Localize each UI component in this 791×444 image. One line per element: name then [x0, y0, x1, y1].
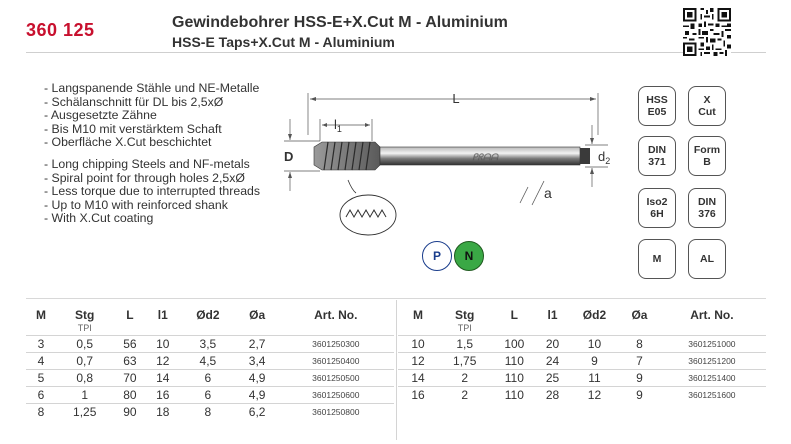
table-cell: 10 — [146, 335, 179, 352]
spec-form: Form B — [688, 136, 726, 176]
table-cell: 4,9 — [237, 369, 278, 386]
material-group-p-badge: P — [422, 241, 452, 271]
col-stg: Stg TPI — [455, 308, 475, 333]
table-cell: 6 — [179, 369, 236, 386]
table-cell: 14 — [398, 369, 438, 386]
table-cell: 16 — [146, 386, 179, 403]
table-cell: 7 — [621, 352, 658, 369]
table-row — [398, 335, 766, 352]
table-cell: 110 — [491, 352, 537, 369]
table-cell: 90 — [113, 403, 146, 420]
article-number-cell: 3601250300 — [278, 335, 394, 352]
dimension-l1-label: $l_1$ — [334, 117, 342, 134]
table-row — [398, 352, 766, 369]
table-cell: 9 — [621, 386, 658, 403]
table-cell: 5 — [26, 369, 56, 386]
tap-technical-drawing — [280, 85, 610, 245]
article-number-cell: 3601250400 — [278, 352, 394, 369]
table-cell: 1,75 — [438, 352, 491, 369]
table-cell: 16 — [398, 386, 438, 403]
feature-item: - Spiral point for through holes 2,5xØ — [44, 172, 260, 186]
table-cell: 2 — [438, 369, 491, 386]
dimension-d2-label: $d_2$ — [598, 149, 610, 166]
table-cell: 3,5 — [179, 335, 236, 352]
table-row — [398, 369, 766, 386]
feature-list-en — [44, 158, 260, 226]
angle-a-label: a — [544, 185, 552, 201]
table-cell: 3,4 — [237, 352, 278, 369]
product-code: 360 125 — [26, 20, 95, 40]
table-cell: 1 — [56, 386, 113, 403]
col-l1: l1 — [547, 308, 558, 322]
table-cell: 6,2 — [237, 403, 278, 420]
table-row — [26, 403, 394, 420]
dimension-l-label: L — [452, 91, 460, 106]
table-cell: 1,25 — [56, 403, 113, 420]
table-cell: 56 — [113, 335, 146, 352]
table-cell: 2,7 — [237, 335, 278, 352]
header-divider — [26, 52, 766, 53]
col-l: L — [510, 308, 518, 322]
table-cell: 9 — [621, 369, 658, 386]
col-m: M — [413, 308, 423, 322]
table-cell: 4 — [26, 352, 56, 369]
col-a: Øa — [631, 308, 648, 322]
table-header-row — [398, 305, 766, 335]
table-cell: 28 — [537, 386, 568, 403]
table-body — [26, 335, 394, 420]
spec-material: HSS E05 — [638, 86, 676, 126]
svg-text:ᑭᖇᗩᗩ: ᑭᖇᗩᗩ — [472, 152, 498, 162]
feature-item: - Schälanschnitt für DL bis 2,5xØ — [44, 96, 259, 110]
col-a: Øa — [249, 308, 266, 322]
table-column-separator — [396, 300, 397, 440]
spec-standard-371: DIN 371 — [638, 136, 676, 176]
qr-code-icon[interactable] — [683, 8, 731, 56]
table-cell: 8 — [621, 335, 658, 352]
table-divider — [26, 298, 766, 299]
spec-thread-type: M — [638, 239, 676, 279]
col-m: M — [36, 308, 46, 322]
table-cell: 20 — [537, 335, 568, 352]
table-cell: 70 — [113, 369, 146, 386]
col-l1: l1 — [157, 308, 168, 322]
col-d2: Ød2 — [582, 308, 607, 322]
article-number-cell: 3601250600 — [278, 386, 394, 403]
table-cell: 63 — [113, 352, 146, 369]
feature-item: - Up to M10 with reinforced shank — [44, 199, 260, 213]
table-cell: 12 — [146, 352, 179, 369]
table-cell: 18 — [146, 403, 179, 420]
table-cell: 80 — [113, 386, 146, 403]
table-body — [398, 335, 766, 403]
table-cell: 100 — [491, 335, 537, 352]
table-cell: 10 — [568, 335, 621, 352]
product-title-en: HSS-E Taps+X.Cut M - Aluminium — [172, 34, 395, 50]
product-title-de: Gewindebohrer HSS-E+X.Cut M - Aluminium — [172, 14, 508, 31]
article-number-cell: 3601250500 — [278, 369, 394, 386]
feature-item: - Less torque due to interrupted threads — [44, 185, 260, 199]
feature-list-de — [44, 82, 259, 150]
table-cell: 12 — [398, 352, 438, 369]
table-cell: 2 — [438, 386, 491, 403]
dimension-d-label: D — [284, 149, 294, 164]
table-cell: 0,8 — [56, 369, 113, 386]
table-cell: 3 — [26, 335, 56, 352]
table-row — [26, 352, 394, 369]
table-cell: 11 — [568, 369, 621, 386]
feature-item: - Long chipping Steels and NF-metals — [44, 158, 260, 172]
col-art: Art. No. — [690, 308, 734, 322]
article-number-cell: 3601250800 — [278, 403, 394, 420]
table-cell: 6 — [179, 386, 236, 403]
article-number-cell: 3601251000 — [658, 335, 766, 352]
table-cell: 6 — [26, 386, 56, 403]
table-row — [398, 386, 766, 403]
table-row — [26, 386, 394, 403]
article-number-cell: 3601251600 — [658, 386, 766, 403]
dimensions-table-left — [26, 305, 394, 420]
table-cell: 10 — [398, 335, 438, 352]
table-cell: 0,5 — [56, 335, 113, 352]
col-art: Art. No. — [314, 308, 358, 322]
feature-item: - With X.Cut coating — [44, 212, 260, 226]
table-cell: 1,5 — [438, 335, 491, 352]
spec-standard-376: DIN 376 — [688, 188, 726, 228]
table-row — [26, 369, 394, 386]
dimensions-table-right — [398, 305, 766, 403]
feature-item: - Langspanende Stähle und NE-Metalle — [44, 82, 259, 96]
table-row — [26, 335, 394, 352]
table-cell: 8 — [179, 403, 236, 420]
table-cell: 25 — [537, 369, 568, 386]
table-cell: 4,9 — [237, 386, 278, 403]
spec-coating: X Cut — [688, 86, 726, 126]
col-l: L — [126, 308, 134, 322]
feature-item: - Bis M10 mit verstärktem Schaft — [44, 123, 259, 137]
spec-material-al: AL — [688, 239, 726, 279]
feature-item: - Ausgesetzte Zähne — [44, 109, 259, 123]
table-cell: 9 — [568, 352, 621, 369]
spec-tolerance: Iso2 6H — [638, 188, 676, 228]
article-number-cell: 3601251200 — [658, 352, 766, 369]
col-stg: Stg TPI — [75, 308, 95, 333]
table-cell: 8 — [26, 403, 56, 420]
col-d2: Ød2 — [196, 308, 220, 322]
table-header-row — [26, 305, 394, 335]
feature-item: - Oberfläche X.Cut beschichtet — [44, 136, 259, 150]
table-cell: 110 — [491, 369, 537, 386]
table-cell: 0,7 — [56, 352, 113, 369]
table-cell: 110 — [491, 386, 537, 403]
table-cell: 4,5 — [179, 352, 236, 369]
table-cell: 14 — [146, 369, 179, 386]
table-cell: 12 — [568, 386, 621, 403]
article-number-cell: 3601251400 — [658, 369, 766, 386]
material-group-n-badge: N — [454, 241, 484, 271]
table-cell: 24 — [537, 352, 568, 369]
